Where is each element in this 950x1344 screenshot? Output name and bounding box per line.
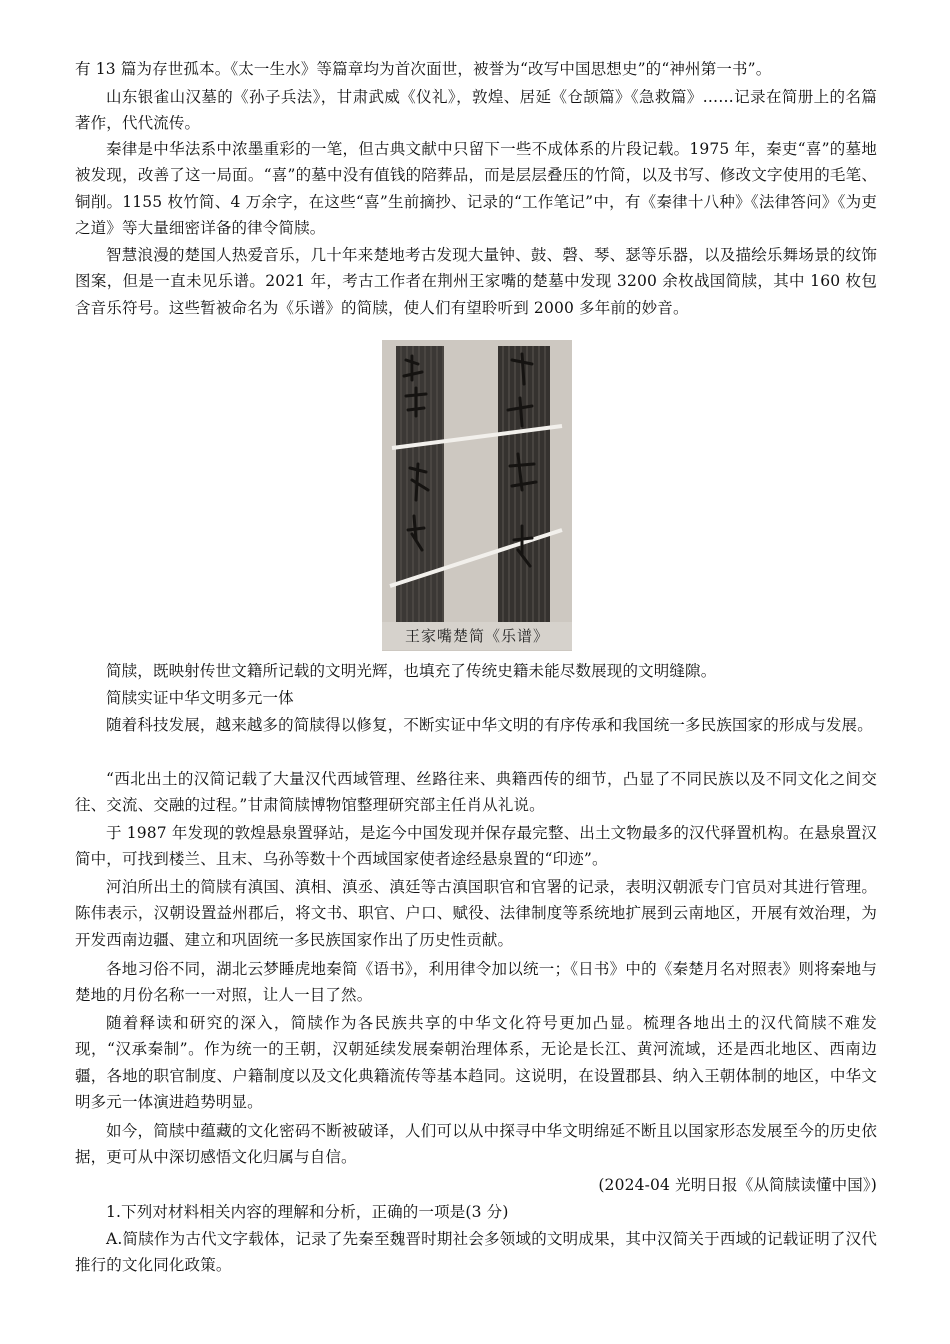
question-stem: 1.下列对材料相关内容的理解和分析，正确的一项是(3 分) — [106, 1203, 509, 1221]
paragraph-7: “西北出土的汉简记载了大量汉代西域管理、丝路往来、典籍西传的细节，凸显了不同民族以及不同文化之间交往、交流、交融的过程。”甘肃简牍博物馆整理研究部主任肖从礼说。 — [75, 770, 877, 815]
paragraph-9: 河泊所出土的简牍有滇国、滇相、滇丞、滇廷等古滇国职官和官署的记录，表明汉朝派专门官员对其进行管理。陈伟表示，汉朝设置益州郡后，将文书、职官、户口、赋役、法律制度等系统地扩展到云南地区，开展有效治理，为开发西南边疆、建立和巩固统一多民族国家作出了历史性贡献。 — [75, 878, 877, 949]
paragraph-8: 于 1987 年发现的敦煌悬泉置驿站，是迄今中国发现并保存最完整、出土文物最多的汉代驿置机构。在悬泉置汉简中，可找到楼兰、且末、乌孙等数十个西域国家使者途经悬泉置的“印迹”。 — [75, 824, 877, 869]
paragraph-10: 各地习俗不同，湖北云梦睡虎地秦简《语书》，利用律令加以统一；《日书》中的《秦楚月名对照表》则将秦地与楚地的月份名称一一对照，让人一目了然。 — [75, 960, 877, 1005]
section-heading: 简牍实证中华文明多元一体 — [106, 689, 294, 707]
paragraph-1: 有 13 篇为存世孤本。《太一生水》等篇章均为首次面世，被誉为“改写中国思想史”的“神州第一书”。 — [75, 60, 772, 78]
bamboo-slips-illustration — [382, 340, 572, 651]
paragraph-2: 山东银雀山汉墓的《孙子兵法》，甘肃武威《仪礼》，敦煌、居延《仓颉篇》《急救篇》……记录在简册上的名篇著作，代代流传。 — [75, 88, 877, 133]
paragraph-11: 随着释读和研究的深入，简牍作为各民族共享的中华文化符号更加凸显。梳理各地出土的汉代简牍不难发现，“汉承秦制”。作为统一的王朝，汉朝延续发展秦朝治理体系，无论是长江、黄河流域，还是西北地区、西南边疆，各地的职官制度、户籍制度以及文化典籍流传等基本趋同。这说明，在设置郡县、纳入王朝体制的地区，中华文明多元一体演进趋势明显。 — [75, 1014, 877, 1111]
bamboo-slips-photo — [382, 340, 572, 651]
paragraph-3: 秦律是中华法系中浓墨重彩的一笔，但古典文献中只留下一些不成体系的片段记载。1975 年，秦吏“喜”的墓地被发现，改善了这一局面。“喜”的墓中没有值钱的陪葬品，而是层层叠压的竹简，以及书写、修改文字使用的毛笔、铜削。1155 枚竹简、4 万余字，在这些“喜”生前摘抄、记录的“工作笔记”中，有《秦律十八种》《法律答问》《为吏之道》等大量细密详备的律令简牍。 — [75, 140, 877, 237]
figure-caption: 王家嘴楚简《乐谱》 — [382, 622, 572, 650]
paragraph-12: 如今，简牍中蕴藏的文化密码不断被破译，人们可以从中探寻中华文明绵延不断且以国家形态发展至今的历史依据，更可从中深切感悟文化归属与自信。 — [75, 1122, 877, 1167]
paragraph-5: 简牍，既映射传世文籍所记载的文明光辉，也填充了传统史籍未能尽数展现的文明缝隙。 — [106, 662, 717, 680]
paragraph-4: 智慧浪漫的楚国人热爱音乐，几十年来楚地考古发现大量钟、鼓、磬、琴、瑟等乐器，以及描绘乐舞场景的纹饰图案，但是一直未见乐谱。2021 年，考古工作者在荆州王家嘴的楚墓中发现 3200 余枚战国简牍，其中 160 枚包含音乐符号。这些暂被命名为《乐谱》的简牍，使人们有望聆听到 2000 多年前的妙音。 — [75, 246, 877, 317]
paragraph-6: 随着科技发展，越来越多的简牍得以修复，不断实证中华文明的有序传承和我国统一多民族国家的形成与发展。 — [106, 716, 873, 734]
option-a: A.简牍作为古代文字载体，记录了先秦至魏晋时期社会多领域的文明成果，其中汉简关于西域的记载证明了汉代推行的文化同化政策。 — [75, 1230, 877, 1275]
source-citation: (2024-04 光明日报《从简牍读懂中国》) — [598, 1176, 877, 1194]
